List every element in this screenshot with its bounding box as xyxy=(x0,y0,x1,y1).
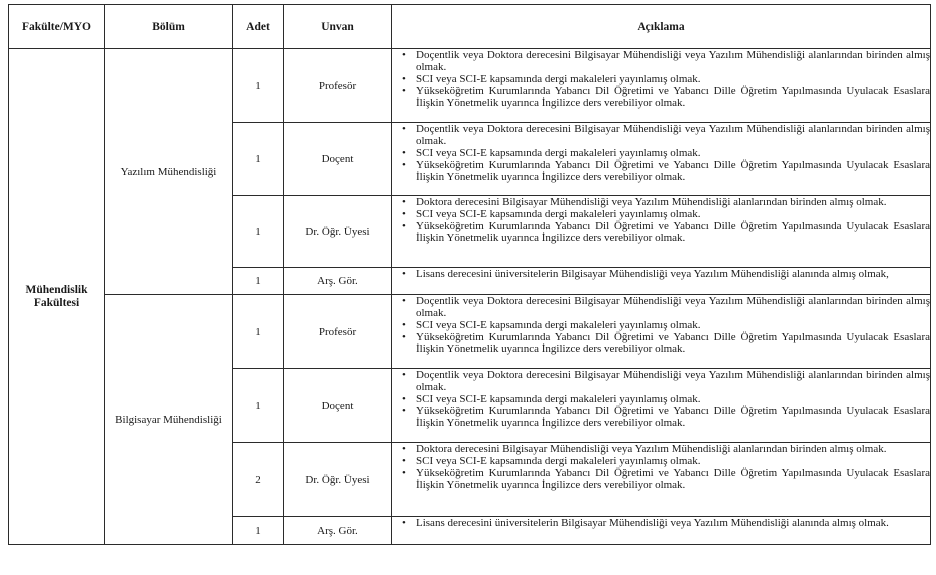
requirement-item: • SCI veya SCI-E kapsamında dergi makaleleri yayınlamış olmak. xyxy=(416,455,930,467)
count-cell: 2 xyxy=(233,443,284,517)
title-cell: Dr. Öğr. Üyesi xyxy=(284,443,392,517)
positions-table xyxy=(8,4,931,545)
requirements-list xyxy=(392,196,930,244)
count-cell: 1 xyxy=(233,196,284,268)
requirement-item: • Yükseköğretim Kurumlarında Yabancı Dil Öğretimi ve Yabancı Dille Öğretim Yapılmasında Uyulacak Esaslara İlişkin Yönetmelik uyarınca İngilizce ders verebiliyor olmak. xyxy=(416,159,930,183)
requirement-item: • Doçentlik veya Doktora derecesini Bilgisayar Mühendisliği veya Yazılım Mühendisliği alanlarından birinden almış olmak. xyxy=(416,369,930,393)
requirement-item: • SCI veya SCI-E kapsamında dergi makaleleri yayınlamış olmak. xyxy=(416,319,930,331)
requirement-item: • SCI veya SCI-E kapsamında dergi makaleleri yayınlamış olmak. xyxy=(416,147,930,159)
requirements-list xyxy=(392,268,930,280)
requirements-list xyxy=(392,49,930,109)
count-cell: 1 xyxy=(233,369,284,443)
requirement-item: • SCI veya SCI-E kapsamında dergi makaleleri yayınlamış olmak. xyxy=(416,208,930,220)
title-cell: Profesör xyxy=(284,49,392,123)
title-cell: Arş. Gör. xyxy=(284,268,392,295)
requirements-list xyxy=(392,443,930,491)
faculty-cell: Mühendislik Fakültesi xyxy=(9,49,105,545)
header-department: Bölüm xyxy=(105,5,233,49)
document-page xyxy=(8,4,930,545)
description-cell xyxy=(392,196,931,268)
requirement-item: • SCI veya SCI-E kapsamında dergi makaleleri yayınlamış olmak. xyxy=(416,393,930,405)
table-row xyxy=(9,295,931,369)
requirement-item: • Yükseköğretim Kurumlarında Yabancı Dil Öğretimi ve Yabancı Dille Öğretim Yapılmasında Uyulacak Esaslara İlişkin Yönetmelik uyarınca İngilizce ders verebiliyor olmak. xyxy=(416,467,930,491)
requirement-item: • Yükseköğretim Kurumlarında Yabancı Dil Öğretimi ve Yabancı Dille Öğretim Yapılmasında Uyulacak Esaslara İlişkin Yönetmelik uyarınca İngilizce ders verebiliyor olmak. xyxy=(416,405,930,429)
title-cell: Doçent xyxy=(284,369,392,443)
header-faculty: Fakülte/MYO xyxy=(9,5,105,49)
header-title: Unvan xyxy=(284,5,392,49)
requirement-item: • Doçentlik veya Doktora derecesini Bilgisayar Mühendisliği veya Yazılım Mühendisliği alanlarından birinden almış olmak. xyxy=(416,49,930,73)
count-cell: 1 xyxy=(233,123,284,196)
table-row xyxy=(9,49,931,123)
requirements-list xyxy=(392,123,930,183)
header-count: Adet xyxy=(233,5,284,49)
title-cell: Doçent xyxy=(284,123,392,196)
title-cell: Dr. Öğr. Üyesi xyxy=(284,196,392,268)
requirement-item: • Doktora derecesini Bilgisayar Mühendisliği veya Yazılım Mühendisliği alanlarından birinden almış olmak. xyxy=(416,443,930,455)
description-cell xyxy=(392,443,931,517)
count-cell: 1 xyxy=(233,49,284,123)
requirements-list xyxy=(392,369,930,429)
requirement-item: • Doçentlik veya Doktora derecesini Bilgisayar Mühendisliği veya Yazılım Mühendisliği alanlarından birinden almış olmak. xyxy=(416,123,930,147)
department-cell: Yazılım Mühendisliği xyxy=(105,49,233,295)
count-cell: 1 xyxy=(233,268,284,295)
count-cell: 1 xyxy=(233,517,284,545)
requirement-item: • Doktora derecesini Bilgisayar Mühendisliği veya Yazılım Mühendisliği alanlarından birinden almış olmak. xyxy=(416,196,930,208)
title-cell: Profesör xyxy=(284,295,392,369)
header-row xyxy=(9,5,931,49)
requirement-item: • Yükseköğretim Kurumlarında Yabancı Dil Öğretimi ve Yabancı Dille Öğretim Yapılmasında Uyulacak Esaslara İlişkin Yönetmelik uyarınca İngilizce ders verebiliyor olmak. xyxy=(416,331,930,355)
description-cell xyxy=(392,123,931,196)
requirements-list xyxy=(392,517,930,529)
requirement-item: • Doçentlik veya Doktora derecesini Bilgisayar Mühendisliği veya Yazılım Mühendisliği alanlarından birinden almış olmak. xyxy=(416,295,930,319)
requirement-item: • SCI veya SCI-E kapsamında dergi makaleleri yayınlamış olmak. xyxy=(416,73,930,85)
title-cell: Arş. Gör. xyxy=(284,517,392,545)
requirement-item: • Lisans derecesini üniversitelerin Bilgisayar Mühendisliği veya Yazılım Mühendisliği alanında almış olmak, xyxy=(416,268,930,280)
requirements-list xyxy=(392,295,930,355)
header-description: Açıklama xyxy=(392,5,931,49)
requirement-item: • Lisans derecesini üniversitelerin Bilgisayar Mühendisliği veya Yazılım Mühendisliği alanında almış olmak. xyxy=(416,517,930,529)
description-cell xyxy=(392,49,931,123)
description-cell xyxy=(392,268,931,295)
count-cell: 1 xyxy=(233,295,284,369)
requirement-item: • Yükseköğretim Kurumlarında Yabancı Dil Öğretimi ve Yabancı Dille Öğretim Yapılmasında Uyulacak Esaslara İlişkin Yönetmelik uyarınca İngilizce ders verebiliyor olmak. xyxy=(416,220,930,244)
description-cell xyxy=(392,295,931,369)
description-cell xyxy=(392,369,931,443)
description-cell xyxy=(392,517,931,545)
requirement-item: • Yükseköğretim Kurumlarında Yabancı Dil Öğretimi ve Yabancı Dille Öğretim Yapılmasında Uyulacak Esaslara İlişkin Yönetmelik uyarınca İngilizce ders verebiliyor olmak. xyxy=(416,85,930,109)
department-cell: Bilgisayar Mühendisliği xyxy=(105,295,233,545)
